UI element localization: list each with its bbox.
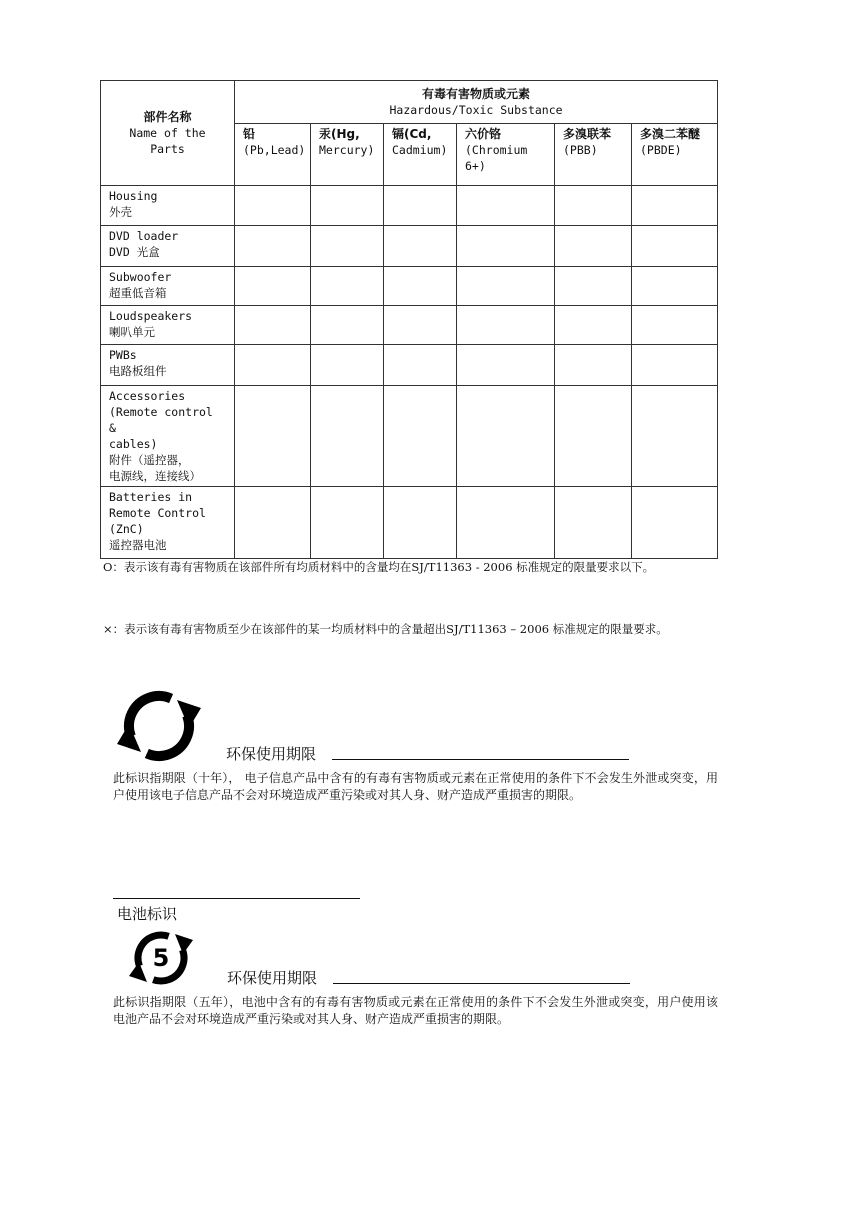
battery-efup-5-icon xyxy=(125,928,197,988)
part-name: PWBs 电路板组件 xyxy=(101,345,235,386)
recycle-arrows-icon xyxy=(115,686,203,766)
parts-header-zh: 部件名称 xyxy=(143,110,192,124)
efup-description: 此标识指期限（十年）， 电子信息产品中含有的有毒有害物质或元素在正常使用的条件下不会发生外泄或突变，用户使用该电子信息产品不会对环境造成严重污染或对其人身、财产造成严重损害的期限。 xyxy=(113,771,718,802)
battery-efup-title: 环保使用期限 xyxy=(227,969,318,987)
substance-zh: 铅 xyxy=(243,127,256,141)
part-name: Subwoofer 超重低音箱 xyxy=(101,267,235,306)
substance-header-pbb xyxy=(555,124,632,186)
parts-header xyxy=(101,81,235,186)
battery-heading: 电池标识 xyxy=(117,905,178,923)
table-row xyxy=(101,487,718,559)
parts-header-en: Name of the Parts xyxy=(129,126,206,156)
substance-header-pbde xyxy=(632,124,718,186)
part-name: Accessories (Remote control & cables) 附件（遥控器， 电源线，连接线） xyxy=(101,386,235,487)
substance-zh: 多溴二苯醚 xyxy=(640,127,701,141)
substance-header-cadmium xyxy=(384,124,457,186)
substance-en: (Pb,Lead) xyxy=(243,143,306,157)
table-row xyxy=(101,345,718,386)
efup-title-underline xyxy=(332,759,629,760)
substance-en: Cadmium) xyxy=(392,143,448,157)
table-row xyxy=(101,386,718,487)
table-row xyxy=(101,186,718,226)
substance-zh: 六价铬 xyxy=(465,127,502,141)
substance-zh: 多溴联苯 xyxy=(563,127,612,141)
substance-en: (PBDE) xyxy=(640,143,682,157)
battery-icon-number: 5 xyxy=(152,944,170,972)
hazardous-substance-table xyxy=(100,80,718,559)
hazard-header xyxy=(235,81,718,124)
table-row xyxy=(101,267,718,306)
substance-en: (Chromium 6+) xyxy=(465,143,528,173)
part-name: DVD loader DVD 光盒 xyxy=(101,226,235,267)
substance-header-chromium xyxy=(457,124,555,186)
battery-heading-rule xyxy=(113,898,360,899)
substance-zh: 汞(Hg, xyxy=(319,127,360,141)
substance-en: (PBB) xyxy=(563,143,598,157)
battery-efup-title-underline xyxy=(333,983,630,984)
hazard-header-en: Hazardous/Toxic Substance xyxy=(389,103,563,117)
substance-header-lead xyxy=(235,124,311,186)
table-row xyxy=(101,226,718,267)
part-name: Housing 外壳 xyxy=(101,186,235,226)
hazard-header-zh: 有毒有害物质或元素 xyxy=(422,87,531,101)
substance-en: Mercury) xyxy=(319,143,375,157)
substance-zh: 镉(Cd, xyxy=(392,127,432,141)
circle-note: O：表示该有毒有害物质在该部件所有均质材料中的含量均在SJ/T11363 - 2006 标准规定的限量要求以下。 xyxy=(103,560,655,574)
efup-title: 环保使用期限 xyxy=(226,745,317,763)
substance-header-mercury xyxy=(311,124,384,186)
part-name: Loudspeakers 喇叭单元 xyxy=(101,306,235,345)
part-name: Batteries in Remote Control (ZnC) 遥控器电池 xyxy=(101,487,235,559)
cross-note: ×：表示该有毒有害物质至少在该部件的某一均质材料中的含量超出SJ/T11363 – 2006 标准规定的限量要求。 xyxy=(103,622,668,636)
battery-efup-description: 此标识指期限（五年），电池中含有的有毒有害物质或元素在正常使用的条件下不会发生外泄或突变，用户使用该电池产品不会对环境造成严重污染或对其人身、财产造成严重损害的期限。 xyxy=(113,995,718,1026)
table-row xyxy=(101,306,718,345)
